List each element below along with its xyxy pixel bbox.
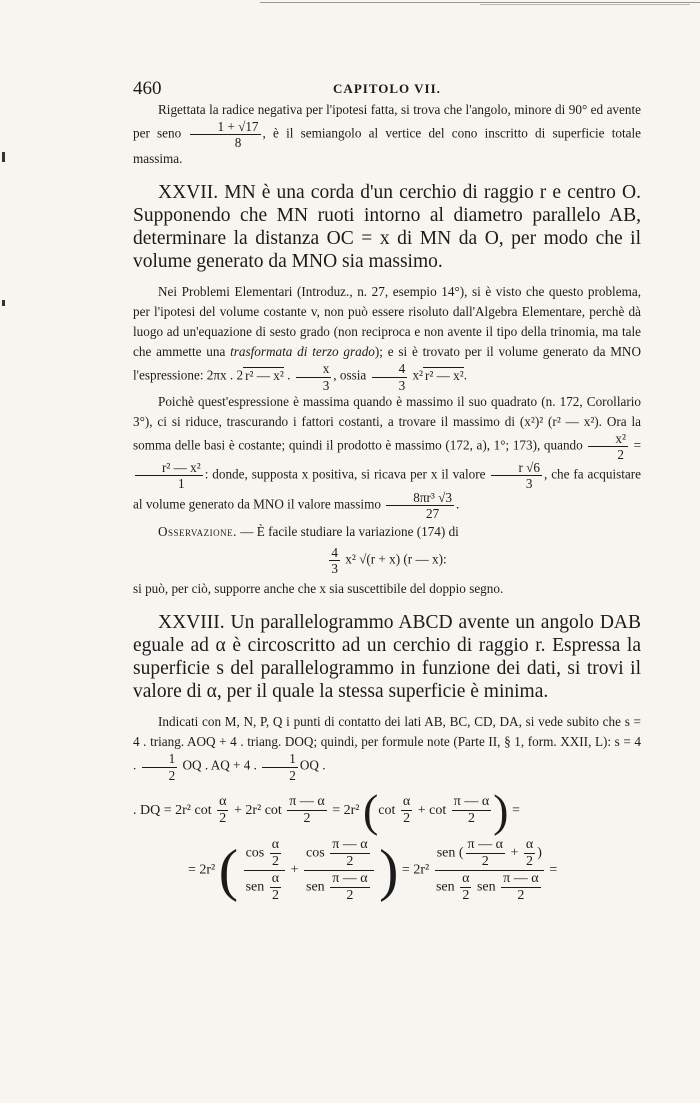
observation: Osservazione. — È facile studiare la variazione (174) di [158,524,459,540]
page-top-edge [0,0,700,6]
problem-28-statement: XXVIII. Un parallelogrammo ABCD avente un angolo DAB eguale ad α è circoscritto ad un cerchio di raggio r. Espressa la superficie s del parallelogrammo in funzione dei dati, si trovi il valore di α, per il quale la stessa superficie è minima. [133,612,641,703]
binding-edge-line-2 [480,4,690,5]
book-page [133,78,641,903]
paragraph-doppio-segno: si può, per ciò, supporre anche che x sia suscettibile del doppio segno. [133,581,504,597]
chapter-title: CAPITOLO VII. [333,81,441,96]
paragraph-rigettata: Rigettata la radice negativa per l'ipotesi fatta, si trova che l'angolo, minore di 90° ed avente per seno $\frac{1 + √17}{8}$ , è il semiangolo al vertice del cono inscritto di superficie totale massima. [133,102,642,167]
observation-label: Osservazione. [158,524,237,540]
page-header [133,78,641,100]
observation-formula: $\frac{4}{3}$ x² √(r + x) (r — x): [331,545,447,577]
paragraph-problemi-elementari: Nei Problemi Elementari (Introduz., n. 27, esempio 14°), si è visto che questo problema, per l'ipotesi del volume costante v, non può essere risoluto dall'Algebra Elementare, perchè dà luogo ad un'equazione di sesto grado (non reciproca e non avente il tipo della trinomia, ma tale che ammette una trasformata di terzo grado); e si è trovato per il volume generato da MNO l'espressione: 2πx . 2 r² — x² . $\frac{x}{3}$ , ossia $\frac{4}{3}$ x² r² — x². [133,284,641,393]
paragraph-indicati: Indicati con M, N, P, Q i punti di contatto dei lati AB, BC, CD, DA, si vede subito che s = 4 . triang. AOQ + 4 . triang. DOQ; quindi, per formule note (Parte II, § 1, form. XXII, L): s = 4 . $\frac{1}{2}$ OQ . AQ + 4 . $\frac{1}{2}$ OQ . [133,714,641,783]
margin-mark [2,152,5,162]
binding-edge-line [260,2,700,3]
equation-line-1: . DQ = 2r² cot $\frac{\alpha}{2}$ + 2r² cot $\frac{\pi — \alpha}{2}$ = 2r² (cot $\frac{\alpha}{2}$ + cot $\frac{\pi — \alpha}{2}$ ) = [133,784,520,836]
margin-mark [2,300,5,306]
problem-27-statement: XXVII. MN è una corda d'un cerchio di raggio r e centro O. Supponendo che MN ruoti intorno al diametro parallelo AB, determinare la distanza OC = x di MN da O, per modo che il volume generato da MNO sia massimo. [133,182,641,273]
page-number: 460 [133,78,162,99]
equation-line-2: = 2r² ( cos $\frac{\alpha}{2}$ sen $\frac{\alpha}{2}$ + cos $\frac{\pi — \alpha}{2}$ sen $\frac{\pi — \alpha}{2}$ ) = 2r² sen ( $\frac{\pi — \alpha}{2}$ + $\frac{\alpha}{2}$ ) sen $\frac{\alpha}{2}$ sen $\frac{\pi — \alpha}{2}$ = [188,836,558,903]
paragraph-poiche: Poichè quest'espressione è massima quando è massimo il suo quadrato (n. 172, Corollario 3°), ci si riduce, trascurando i fattori costanti, a trovare il massimo di (x²)² (r² — x²). Ora la somma delle basi è costante; quindi il prodotto è massimo (172, a), 1°; 173), quando $\frac{\text{x²}}{2}$ = $\frac{\text{r² — x²}}{1}$ : donde, supposta x positiva, si ricava per x il valore $\frac{r √6}{3}$ , che fa acquistare al volume generato da MNO il valore massimo $\frac{\text{8πr³ √3}}{27}$ . [133,393,642,521]
